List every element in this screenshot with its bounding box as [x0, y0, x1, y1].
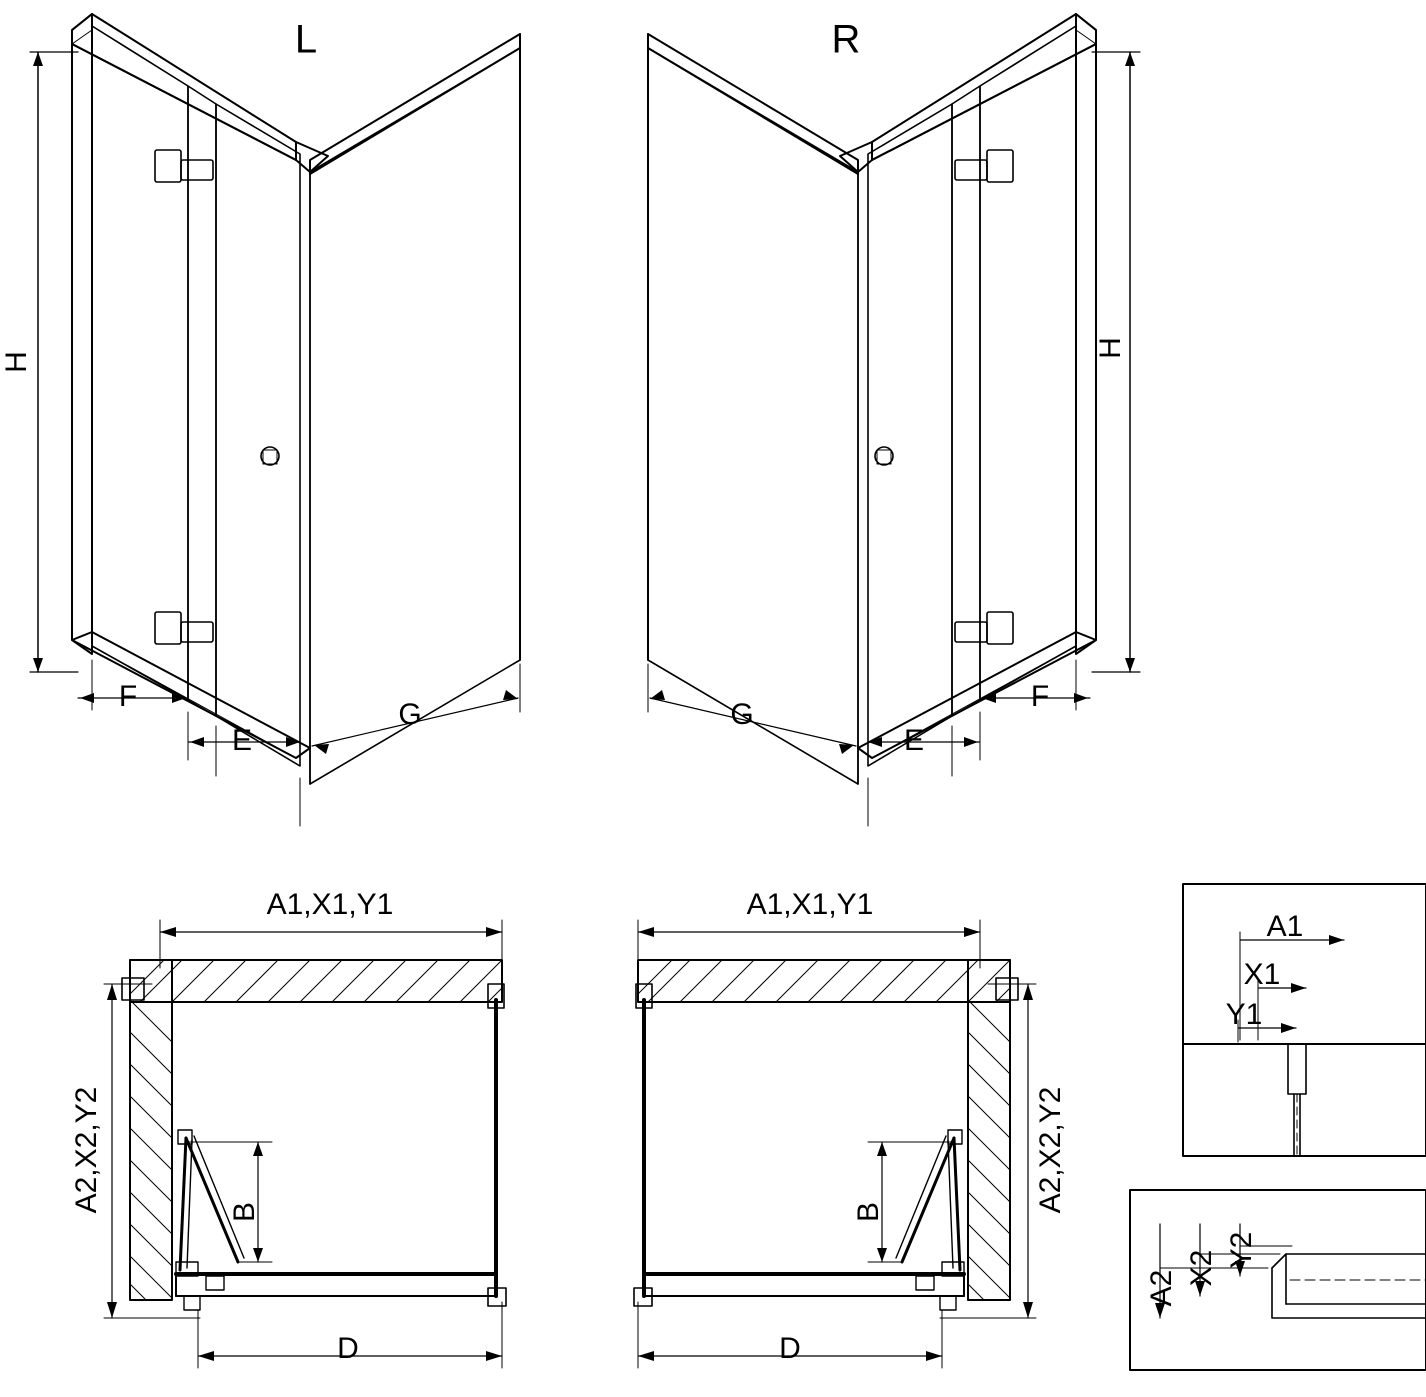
label-height-left: H — [0, 351, 33, 373]
label-inner-door-left: B — [227, 1201, 261, 1223]
label-bottom-left: D — [337, 1331, 359, 1365]
plan-view-left — [104, 920, 506, 1368]
plan-view-right — [634, 920, 1036, 1368]
label-bottom-right: D — [779, 1331, 801, 1365]
label-variant-right: R — [831, 17, 861, 62]
label-plan-side-right: A2,X2,Y2 — [1033, 1086, 1067, 1214]
label-door-leaf-left: E — [231, 723, 253, 757]
label-variant-left: L — [294, 17, 318, 62]
label-detail-y1: Y1 — [1225, 997, 1263, 1031]
label-door-panel-left: F — [118, 679, 138, 713]
label-plan-top-left: A1,X1,Y1 — [266, 887, 394, 921]
label-detail-y2: Y2 — [1224, 1231, 1258, 1269]
detail-top-right — [1183, 884, 1426, 1156]
label-plan-top-right: A1,X1,Y1 — [746, 887, 874, 921]
label-detail-a1: A1 — [1266, 909, 1304, 943]
label-door-panel-right: F — [1030, 679, 1050, 713]
label-inner-door-right: B — [851, 1201, 885, 1223]
iso-view-right — [648, 14, 1140, 826]
iso-view-left — [30, 14, 520, 826]
label-side-panel-left: G — [398, 697, 422, 731]
label-height-right: H — [1093, 337, 1127, 359]
label-side-panel-right: G — [730, 697, 754, 731]
label-detail-a2: A2 — [1144, 1269, 1178, 1307]
label-detail-x2: X2 — [1184, 1249, 1218, 1287]
label-detail-x1: X1 — [1243, 957, 1281, 991]
label-door-leaf-right: E — [903, 723, 925, 757]
label-plan-side-left: A2,X2,Y2 — [69, 1086, 103, 1214]
